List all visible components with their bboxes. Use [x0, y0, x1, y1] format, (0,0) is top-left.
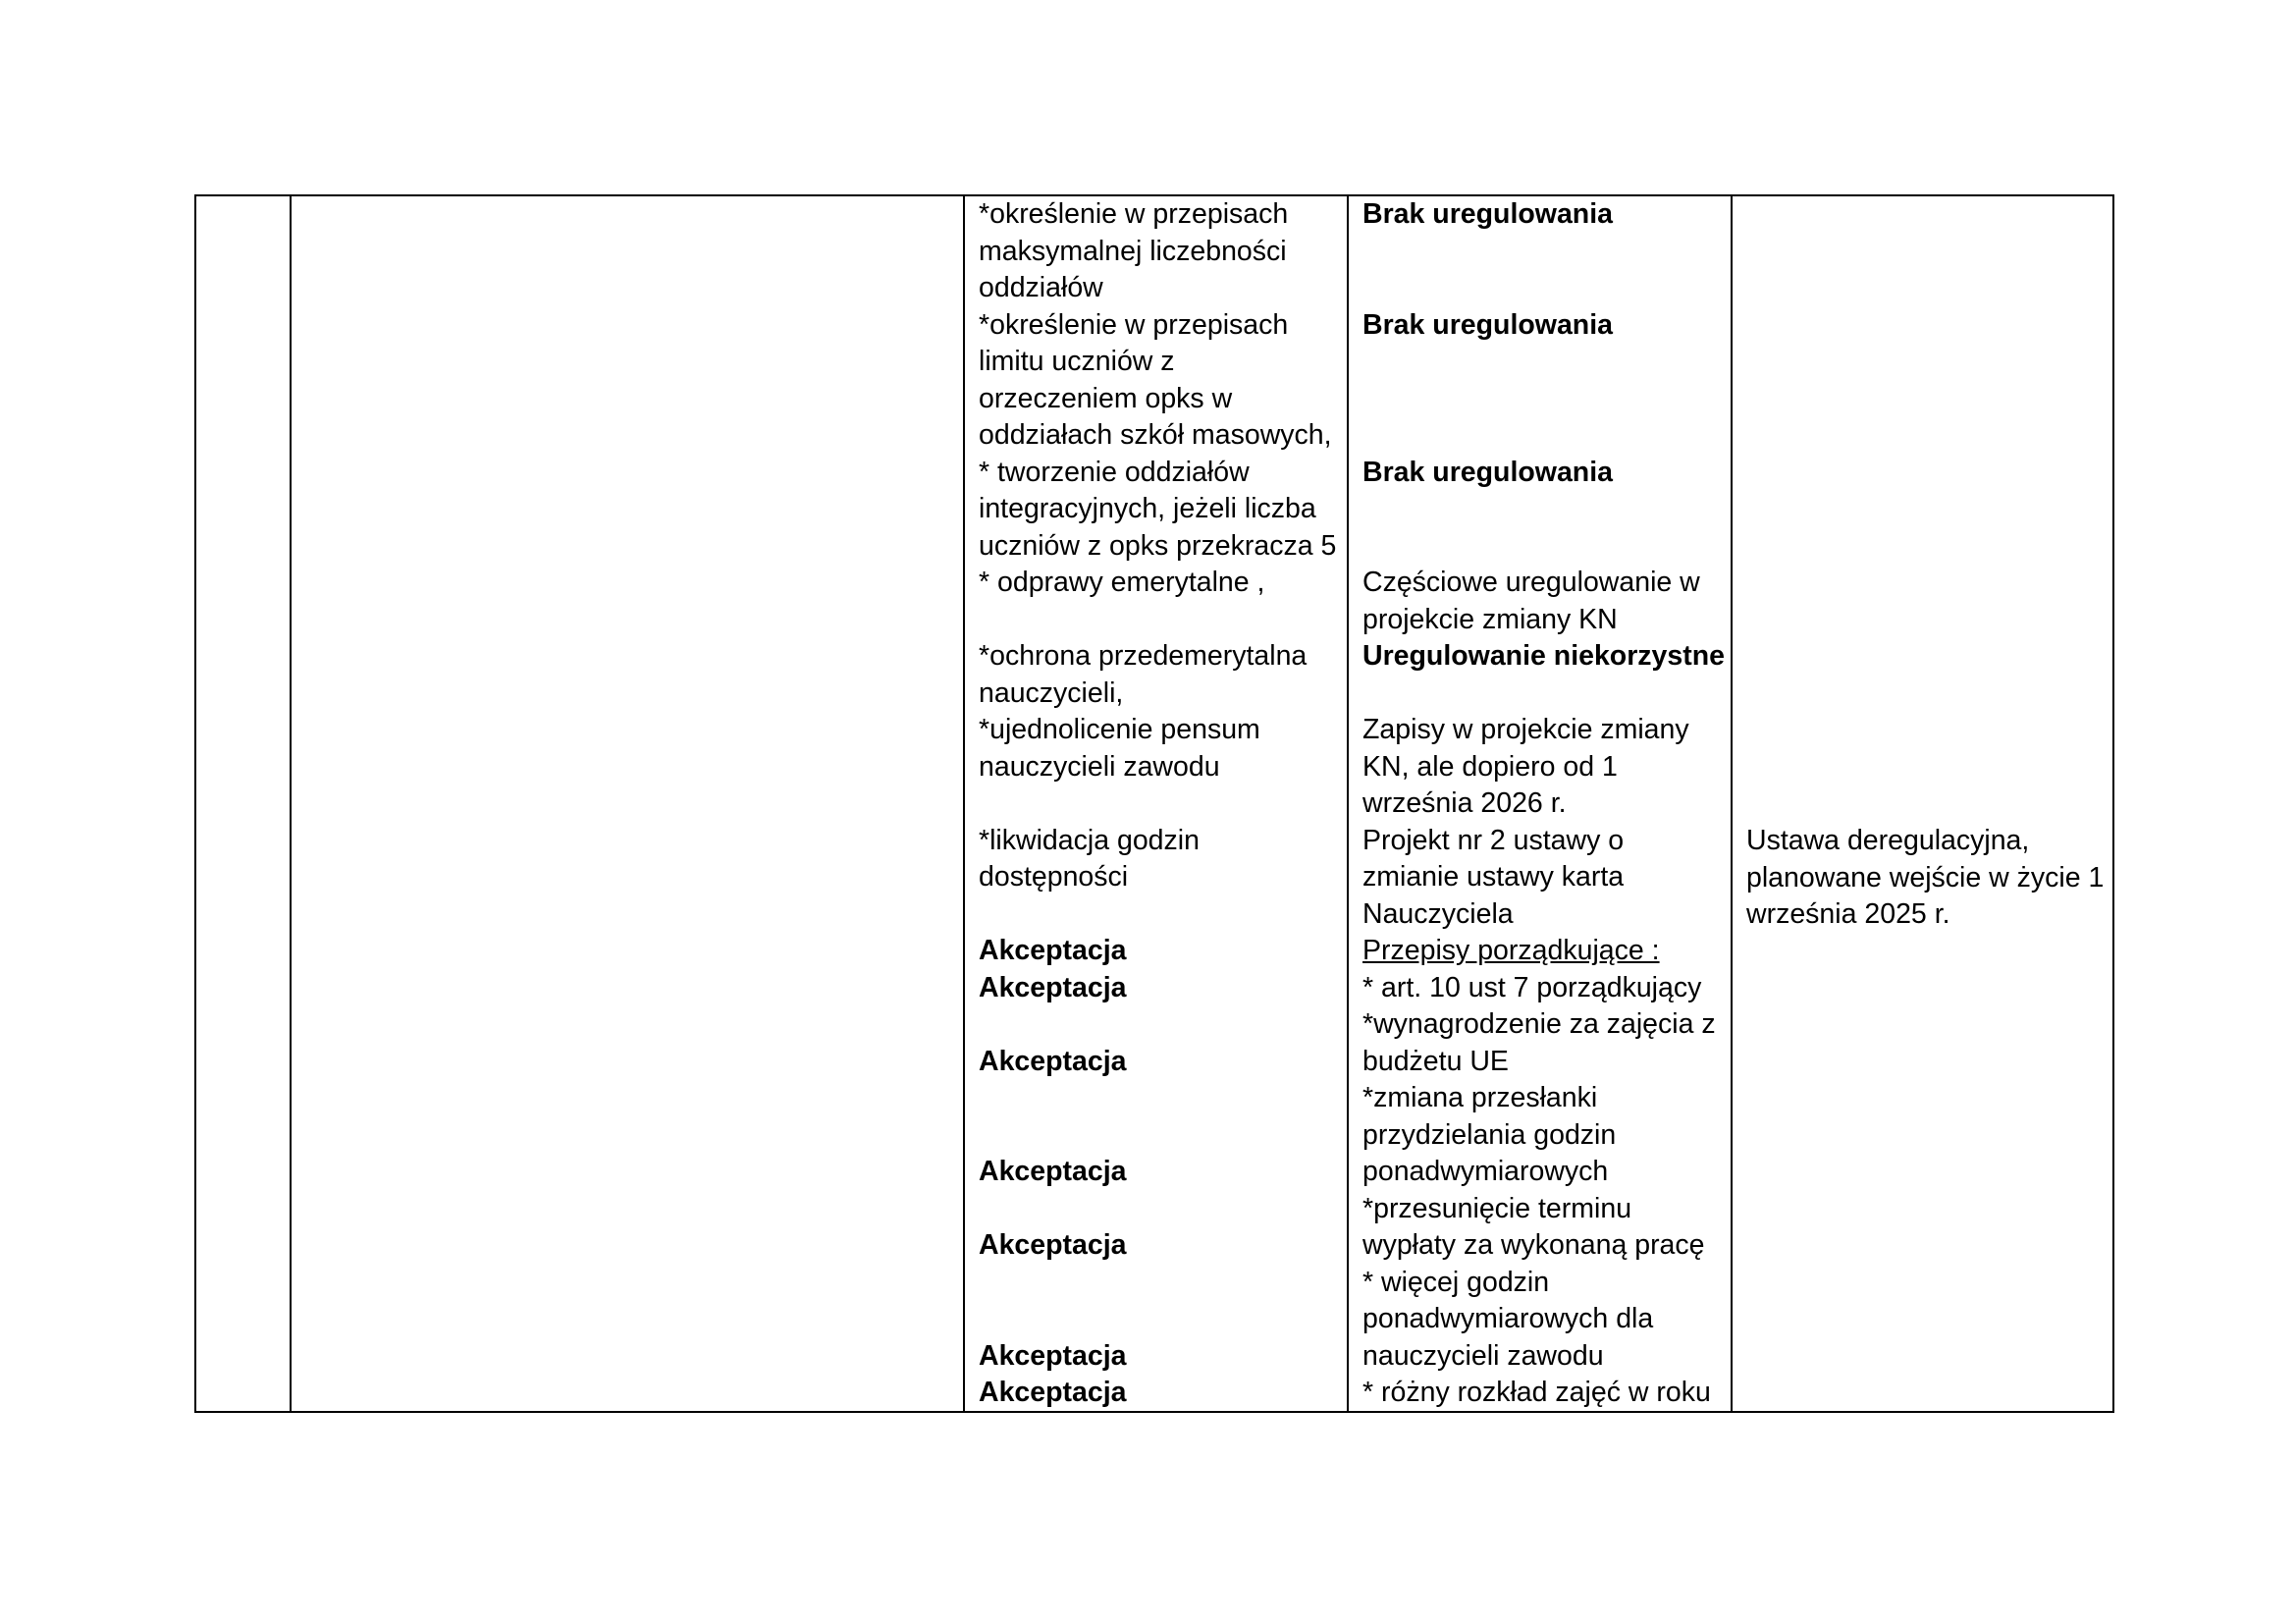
column-divider	[290, 196, 292, 1411]
text-line	[1362, 344, 1725, 381]
text-line: planowane wejście w życie 1	[1746, 861, 2105, 893]
column-divider	[1731, 196, 1733, 1411]
text-line: oddziałach szkół masowych,	[979, 419, 1332, 451]
text-line: Ustawa deregulacyjna,	[1746, 825, 2030, 856]
text-line: *określenie w przepisach	[979, 308, 1289, 341]
text-line: ponadwymiarowych	[1362, 1156, 1609, 1187]
text-line-status: Uregulowanie niekorzystne	[1362, 640, 1726, 672]
text-line-acceptance: Akceptacja	[979, 1377, 1127, 1408]
text-line: KN, ale dopiero od 1	[1362, 750, 1618, 783]
text-line-acceptance: Akceptacja	[979, 1339, 1127, 1372]
text-line: projekcie zmiany KN	[1362, 603, 1618, 635]
text-line-acceptance: Akceptacja	[979, 935, 1127, 966]
text-line: dostępności	[979, 861, 1129, 893]
column-4-text	[1362, 196, 1725, 1412]
text-line	[1362, 491, 1725, 528]
text-line: orzeczeniem opks w	[979, 382, 1233, 414]
text-line: nauczycieli,	[979, 677, 1124, 709]
text-line: Projekt nr 2 ustawy o	[1362, 824, 1625, 856]
text-line: wypłaty za wykonaną pracę	[1362, 1229, 1705, 1261]
text-line: nauczycieli zawodu	[1362, 1339, 1604, 1372]
text-line: *przesunięcie terminu	[1362, 1192, 1632, 1224]
text-line-status: Brak uregulowania	[1362, 198, 1613, 230]
text-line: *zmiana przesłanki	[1362, 1082, 1598, 1113]
text-line	[979, 896, 1336, 934]
text-line: *ujednolicenie pensum	[979, 714, 1260, 745]
text-line: ponadwymiarowych dla	[1362, 1303, 1654, 1334]
text-line	[979, 1117, 1336, 1155]
text-line-heading: Przepisy porządkujące :	[1362, 935, 1660, 966]
text-line	[979, 1006, 1336, 1044]
text-line: września 2026 r.	[1362, 787, 1567, 819]
column-5-text	[1746, 823, 2104, 934]
text-line: *likwidacja godzin	[979, 824, 1200, 856]
text-line	[1362, 676, 1725, 713]
text-line: uczniów z opks przekracza 5	[979, 529, 1337, 562]
text-line: * więcej godzin	[1362, 1266, 1550, 1298]
text-line: Częściowe uregulowanie w	[1362, 567, 1700, 598]
text-line	[979, 1080, 1336, 1117]
text-line	[1362, 234, 1725, 271]
text-line: oddziałów	[979, 272, 1103, 303]
text-line	[979, 602, 1336, 639]
document-table	[194, 194, 2114, 1413]
text-line: maksymalnej liczebności	[979, 235, 1287, 267]
text-line: Zapisy w projekcie zmiany	[1362, 714, 1689, 745]
text-line: nauczycieli zawodu	[979, 750, 1220, 783]
text-line	[979, 1301, 1336, 1338]
text-line: integracyjnych, jeżeli liczba	[979, 493, 1316, 524]
text-line: *ochrona przedemerytalna	[979, 640, 1308, 672]
text-line-status: Brak uregulowania	[1362, 456, 1613, 488]
text-line	[1362, 417, 1725, 455]
text-line: limitu uczniów z	[979, 346, 1175, 377]
text-line-acceptance: Akceptacja	[979, 971, 1127, 1003]
text-line	[979, 1191, 1336, 1228]
text-line	[979, 785, 1336, 823]
text-line	[979, 1265, 1336, 1302]
text-line	[1362, 381, 1725, 418]
text-line: przydzielania godzin	[1362, 1118, 1617, 1151]
text-line-status: Brak uregulowania	[1362, 308, 1613, 341]
text-line: * tworzenie oddziałów	[979, 456, 1250, 488]
text-line: Nauczyciela	[1362, 897, 1514, 930]
column-divider	[1347, 196, 1349, 1411]
text-line	[1362, 528, 1725, 566]
text-line: *określenie w przepisach	[979, 198, 1289, 230]
text-line	[1362, 270, 1725, 307]
text-line: * różny rozkład zajęć w roku	[1362, 1377, 1711, 1408]
column-divider	[963, 196, 965, 1411]
text-line: *wynagrodzenie za zajęcia z	[1362, 1008, 1716, 1040]
text-line: budżetu UE	[1362, 1045, 1509, 1077]
text-line: września 2025 r.	[1746, 898, 1950, 930]
text-line: * art. 10 ust 7 porządkujący	[1362, 971, 1702, 1003]
text-line-acceptance: Akceptacja	[979, 1045, 1127, 1077]
column-3-text	[979, 196, 1336, 1412]
text-line: zmianie ustawy karta	[1362, 861, 1625, 893]
text-line-acceptance: Akceptacja	[979, 1229, 1127, 1261]
text-line: * odprawy emerytalne ,	[979, 567, 1265, 598]
text-line-acceptance: Akceptacja	[979, 1156, 1127, 1187]
